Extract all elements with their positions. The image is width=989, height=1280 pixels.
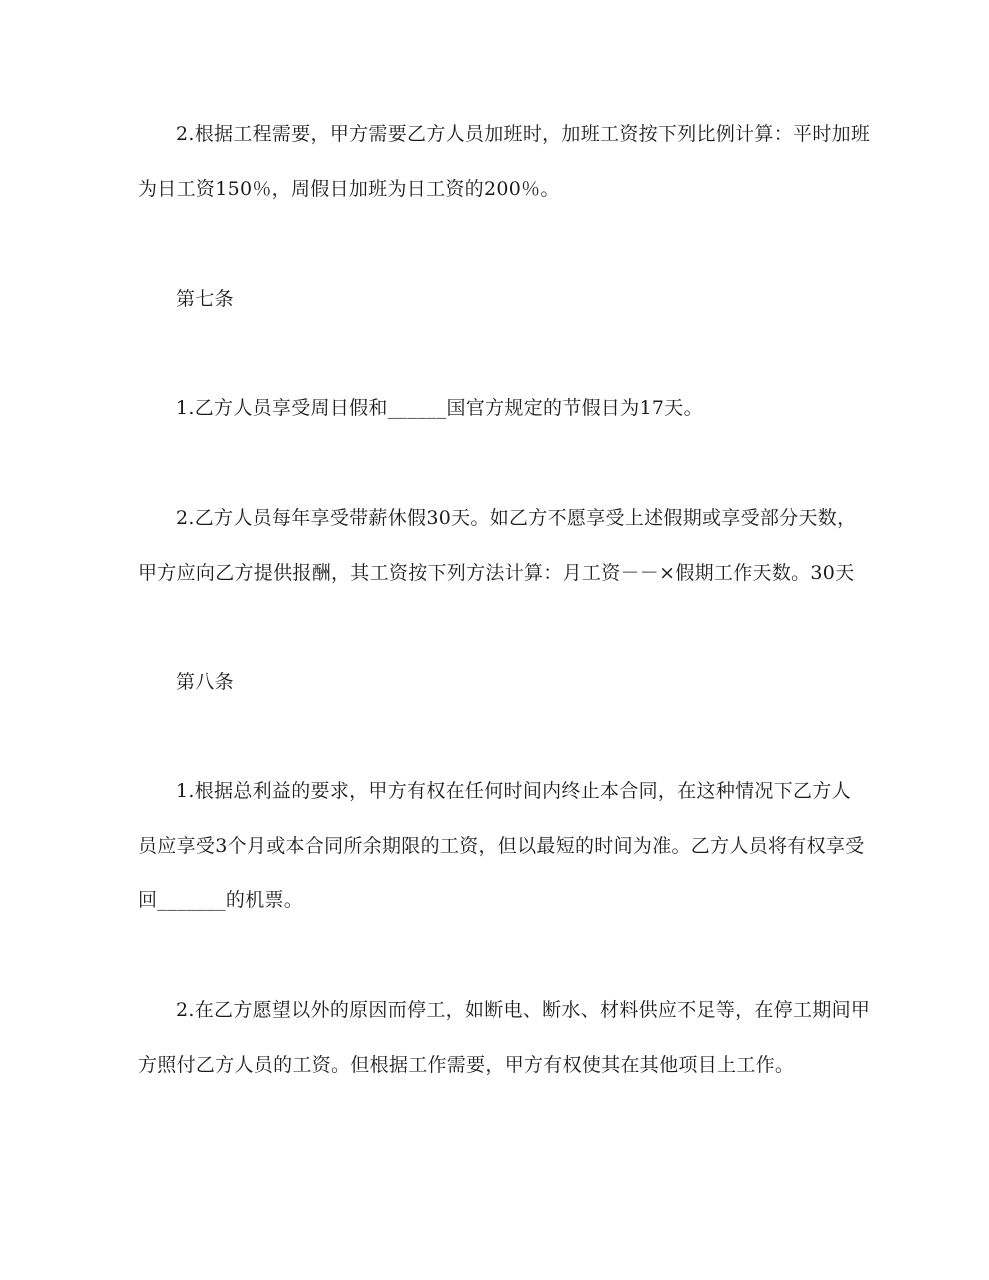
article6-paragraph2-line2: 为日工资150％，周假日加班为日工资的200％。: [138, 178, 560, 200]
article8-heading: 第八条: [176, 671, 234, 693]
article7-paragraph1: 1.乙方人员享受周日假和______国官方规定的节假日为17天。: [176, 397, 703, 419]
article8-paragraph2-line2: 方照付乙方人员的工资。但根据工作需要，甲方有权使其在其他项目上工作。: [138, 1054, 795, 1076]
article8-paragraph1-line3: 回_______的机票。: [138, 889, 304, 911]
article7-paragraph2-line2: 甲方应向乙方提供报酬，其工资按下列方法计算：月工资－－×假期工作天数。30天: [138, 562, 855, 584]
article8-paragraph1-line1: 1.根据总利益的要求，甲方有权在任何时间内终止本合同，在这种情况下乙方人: [176, 780, 851, 802]
article6-paragraph2-line1: 2.根据工程需要，甲方需要乙方人员加班时，加班工资按下列比例计算：平时加班: [176, 123, 871, 145]
article7-heading: 第七条: [176, 288, 234, 310]
article8-paragraph1-line2: 员应享受3个月或本合同所余期限的工资，但以最短的时间为准。乙方人员将有权享受: [138, 835, 865, 857]
article7-paragraph2-line1: 2.乙方人员每年享受带薪休假30天。如乙方不愿享受上述假期或享受部分天数，: [176, 507, 857, 529]
article8-paragraph2-line1: 2.在乙方愿望以外的原因而停工，如断电、断水、材料供应不足等，在停工期间甲: [176, 999, 871, 1021]
